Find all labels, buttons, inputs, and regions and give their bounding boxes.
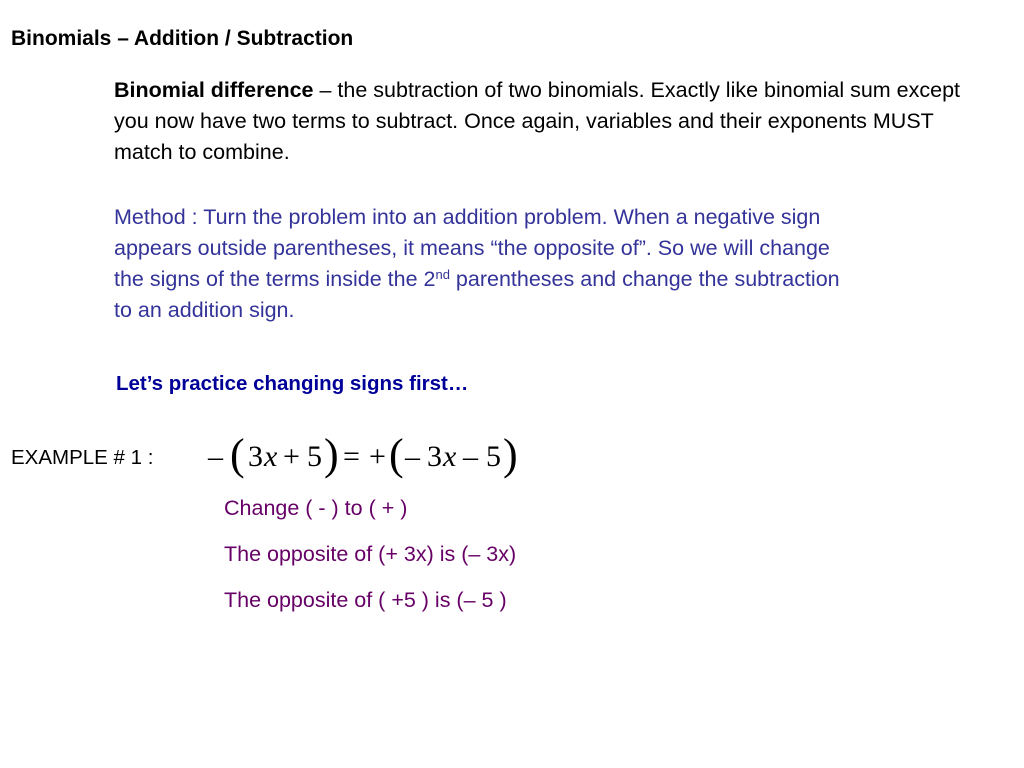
- equation-open-paren-1: (: [230, 430, 245, 479]
- equation-lhs-sign: –: [208, 440, 223, 473]
- equation-close-paren-1: ): [324, 430, 339, 479]
- equation-op-1: +: [283, 440, 300, 473]
- example-step-2: The opposite of (+ 3x) is (– 3x): [224, 542, 517, 566]
- method-superscript: nd: [435, 267, 450, 282]
- example-step-1: Change ( - ) to ( + ): [224, 496, 408, 520]
- equation-term-1-coef: 3: [248, 440, 263, 473]
- definition-term: Binomial difference: [114, 78, 314, 102]
- equation-rhs-sign: +: [369, 440, 386, 473]
- example-label: EXAMPLE # 1 :: [11, 446, 154, 469]
- equation-term-4: 5: [486, 440, 501, 473]
- equation-term-3-coef: 3: [427, 440, 442, 473]
- method-text-before: Method : Turn the problem into an addition problem. When a negative sign appears outside parentheses, it means “the opposite of”. So we will change the signs of the terms inside the 2: [114, 205, 830, 291]
- example-step-3: The opposite of ( +5 ) is (– 5 ): [224, 588, 507, 612]
- equation-term-2: 5: [307, 440, 322, 473]
- example-equation: [206, 430, 536, 486]
- equation-svg: [206, 430, 536, 486]
- slide-title: Binomials – Addition / Subtraction: [11, 27, 354, 50]
- equation-term-3-sign: –: [405, 440, 420, 473]
- definition-text: – the subtraction of two binomials. Exactly like binomial sum except you now have two terms to subtract. Once again, variables and their exponents MUST match to combine.: [114, 78, 961, 164]
- method-paragraph: [114, 202, 854, 326]
- definition-paragraph: [114, 75, 994, 168]
- equation-equals: =: [343, 440, 360, 473]
- method-text-after: parentheses and change the subtraction to an addition sign.: [114, 267, 840, 322]
- equation-op-2: –: [463, 440, 478, 473]
- equation-term-3-var: x: [443, 440, 457, 473]
- practice-heading: Let’s practice changing signs first…: [116, 372, 469, 395]
- equation-close-paren-2: ): [503, 430, 518, 479]
- equation-term-1-var: x: [264, 440, 278, 473]
- equation-open-paren-2: (: [389, 430, 404, 479]
